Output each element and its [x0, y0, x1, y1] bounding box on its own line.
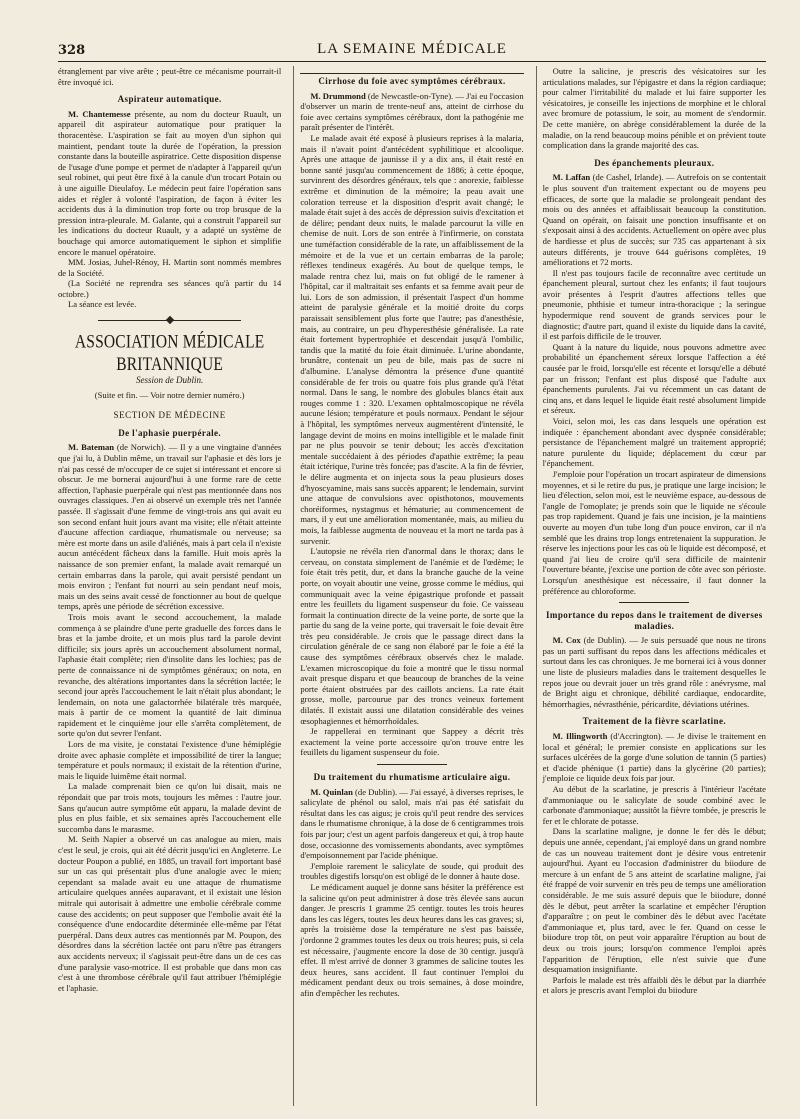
paragraph: (La Société ne reprendra ses séances qu'à partir du 14 octobre.) — [58, 278, 282, 299]
paragraph: M. Seith Napier a observé un cas analogue au mien, mais c'est le seul, je crois, qui ait été décrit jusqu'ici en Angleterre. Le docteur Poupon a publié, en 1885, un travail fort important basé sur un cas qui présentait plus d'une analogie avec le mien; cependant sa malade avait eu une attaque de rhumatisme articulaire quelques années auparavant, et il existait une lésion mitrale qui autorisait à admettre une embolie cérébrale comme cause des accidents; on peut supposer que l'embolie avait été la conséquence d'une endocardite déterminée elle-même par l'état puerpéral. Dans deux autres cas mentionnés par M. Poupon, des désordres dans la sécrétion lactée ont paru n'être pas étrangers aux accidents nerveux; il s'agissait peut-être dans un de ces cas d'une paralysie vaso-motrice. Il est probable que dans mon cas c'est à une thrombose cérébrale qu'il faut attribuer l'hémiplégie et l'aphasie. — [58, 834, 282, 993]
section-title-scarlatine: Traitement de la fièvre scarlatine. — [582, 716, 726, 727]
speaker-text: (de Norwich). — Il y a une vingtaine d'années que j'ai lu, à Dublin même, un travail sur l'aphasie et dès lors je n'ai pas cessé de m'occuper de ce sujet si intéressant et encore si obscur. Je me bornerai aujourd'hui à une forme rare de cette affection, l'aphasie puerpérale qui n'est pas mentionnée dans nos ouvrages classiques. J'en ai observé un exemple très net l'année passée. Il s'agissait d'une femme de vingt-trois ans qui avait eu son second enfant huit jours avant ma visite; elle n'était atteinte d'aucune affection cardiaque, rhumatismale ou nerveuse; sa mère est morte dans un asile d'aliénés, mais à part cela il n'existe aucun antécédent fâcheux dans la famille. Huit mois après la naissance de son premier enfant, la malade avait remarqué un certain embarras dans la parole, qui avait persisté pendant un mois environ ; l'enfant fut nourri au sein pendant neuf mois, mais un des seins avait cessé de fonctionner au bout de quelque temps, après une période de sécrétion excessive. — [58, 442, 282, 612]
speaker-text: présente, au nom du docteur Ruault, un appareil dit aspirateur automatique pour pratiquer la thoracentèse. L'aspiration se fait au moyen d'un siphon qui maintient, pendant toute la durée de l'opération, la pression constante dans la bouteille aspiratrice. Cette disposition dispense de l'usage d'une pompe et permet de n'adapter à l'appareil qu'un seul robinet, qui peut être fixé à la canule d'un trocart Potain ou à une aiguille Dieulafoy. Le médecin peut faire l'opération sans aides et régler à volonté l'aspiration, de façon à éviter les accidents dus à la diminution trop forte ou trop brusque de la pression intra-pleurale. M. Galante, qui a construit l'appareil sur les indications du docteur Ruault, y a adapté un système de bouchage qui amorce automatiquement le siphon et simplifie encore le manuel opératoire. — [58, 108, 282, 257]
speaker-name: M. Illingworth — [552, 731, 608, 742]
section-title-repos: Importance du repos dans le traitement de diverses maladies. — [546, 610, 763, 631]
section-heading: SECTION DE MÉDECINE — [113, 410, 226, 421]
section-title-aspirateur: Aspirateur automatique. — [117, 94, 222, 105]
page-header — [58, 36, 766, 62]
paragraph: Il n'est pas toujours facile de reconnaître avec certitude un épanchement pleural, surtout chez les enfants; il faut toujours avoir présentes à l'esprit d'autres affections telles que pneumonie, phthisie et tumeur intra-thoracique ; la seringue hypodermique rend souvent de grands services pour le diagnostic; d'autre part, quand il existe du liquide dans la cavité, il est parfois difficile de le trouver. — [542, 267, 766, 342]
divider — [377, 764, 447, 765]
association-title: ASSOCIATION MÉDICALE BRITANNIQUE — [74, 331, 265, 375]
paragraph: Je rappellerai en terminant que Sappey a décrit très exactement la veine porte accessoire qu'on trouve entre les feuillets du ligament suspenseur du foie. — [300, 726, 524, 758]
paragraph: J'emploie pour l'opération un trocart aspirateur de dimensions moyennes, et si le retire du pus, je pratique une large incision; le lieu d'élection, selon moi, est le neuvième espace, au-dessous de l'angle de l'omoplate; je prends soin que le liquide ne s'écoule pas trop rapidement. Quand je fais une incision, je la maintiens ouverte au moyen d'un tube long d'un pouce environ, car il n'a semblé que les drains trop longs entretenaient la suppuration. Je réserve les injections pour les cas où le liquide est décomposé, et quand j'ai lieu de croire qu'il sera difficile de maintenir l'ouverture béante, j'excise une portion de côte avec son périoste. Lorsqu'un anesthésique est nécessaire, il faut donner la préférence au chloroforme. — [542, 468, 766, 596]
journal-title: LA SEMAINE MÉDICALE — [317, 41, 507, 57]
paragraph: Lors de ma visite, je constatai l'existence d'une hémiplégie droite avec aphasie complète et impossibilité de tirer la langue; température et pouls normaux; il existait de la rétention d'urine, mais le liquide luimême était normal. — [58, 739, 282, 781]
paragraph: Quant à la nature du liquide, nous pouvons admettre avec probabilité un épanchement séreux lorsque l'affection a été causée par le froid, lorsqu'elle est récente et lorsqu'elle a débuté par un frisson; l'enfant est plus disposé que l'adulte aux épanchements purulents. J'ai vu récemment un cas datant de cinq ans, et dans lequel le liquide était resté absolument limpide et séreux. — [542, 341, 766, 416]
paragraph: Le médicament auquel je donne sans hésiter la préférence est la salicine qu'on peut administrer à dose très élevée sans aucun danger. Je prescris 1 gramme 25 centigr. toutes les trois heures dans les cas légers, toutes les deux heures dans les cas graves; si, après la troisième dose la température ne s'est pas baissée, j'ordonne 2 grammes toutes les deux ou trois heures; puis, si cela est nécessaire, j'augmente encore la dose de 30 centigr. jusqu'à effet. Il m'est arrivé de donner 3 grammes de salicine toutes les deux heures, sans accident. Il faut continuer l'emploi du médicament pendant deux ou trois semaines, à dose moindre, afin d'empêcher les rechutes. — [300, 881, 524, 998]
ornament-rule — [98, 320, 241, 321]
page-number: 328 — [58, 43, 86, 58]
paragraph-laffan — [543, 172, 766, 267]
paragraph: Au début de la scarlatine, je prescris à l'intérieur l'acétate d'ammoniaque ou le salicylate de soude combiné avec le carbonate d'ammoniaque; aussitôt la fièvre tombée, je prescris le fer et le chlorate de potasse. — [542, 784, 766, 826]
paragraph-drummond — [300, 91, 523, 133]
paragraph: étranglement par vive arête ; peut-être ce mécanisme pourrait-il être invoqué ici. — [58, 66, 282, 87]
paragraph: Dans la scarlatine maligne, je donne le fer dès le début; depuis une année, cependant, j'ai employé dans un grand nombre de cas un nouveau traitement dont je désire vous entretenir aujourd'hui. Ayant eu l'occasion d'administrer du biiodure de mercure à un enfant de 5 ans atteint de scarlatine maligne, j'ai été frappé de voir survenir en très peu de temps une amélioration considérable. Je me suis assuré depuis que le biiodure, donné dès le début, peut arrêter la scarlatine et empêcher l'éruption d'apparaître ; on peut le combiner dès le début avec l'acétate d'ammoniaque et, plus tard, avec le fer. Quand on cesse le biiodure trop tôt, on peut voir apparaître l'éruption au bout de deux ou trois jours; lorsqu'on commence l'emploi après l'apparition de l'éruption, elle n'est suivie que d'une desquamation insignifiante. — [542, 826, 766, 975]
text-columns — [58, 66, 766, 1106]
column-3 — [536, 66, 766, 1106]
session-subtitle: Session de Dublin. — [136, 375, 204, 386]
paragraph: Le malade avait été exposé à plusieurs reprises à la malaria, mais il n'avait point d'antécédent syphilitique et alcoolique. Après une attaque de jaunisse il y a dix ans, il était resté en bonne santé jusqu'au commencement de 1886; à cette époque, survinrent des désordres généraux, tels que : anorexie, faiblesse extrême et diminution de la mémoire; la peau avait une coloration terreuse et la disposition d'esprit avait changé; le malade était sujet à des accès de dépression suivis d'excitation et de délire; pendant deux nuits, le malade parcourut la ville en chemise de nuit. Lors de son entrée à l'infirmerie, on constata une tuméfaction considérable de la rate, un affaiblissement de la mémoire et de la vue et un certain embarras de la parole; réflexes tendineux exagérés. Au bout de quelque temps, le malade rentra chez lui, mais on fut obligé de le ramener à l'hôpital, car il maltraitait ses enfants et sa femme avait peur de lui. Lors de son admission, il présentait l'aspect d'un homme atteint de paralysie générale et la moitié droite du corps paraissait sensiblement plus forte que l'autre; pas d'anesthésie, mais, au contraire, un peu d'hyperesthésie généralisée. La rate était fortement hypertrophiée et descendait jusqu'à l'ombilic, tandis que la matité du foie était diminuée. L'urine abondante, brunâtre, contenait un peu de bile, mais pas de sucre ni d'albumine. L'analyse démontra la présence d'une quantité considérable de fer trois ou quatre fois plus grande qu'à l'état normal. Dans le sang, le nombre des globules blancs était aux rouges comme 1 : 320. L'examen ophtalmoscopique ne révéla aucune lésion; température et pouls normaux. Pendant le séjour à l'hôpital, les symptômes nerveux augmentèrent d'intensité, le langage devint de moins en moins intelligible et le malade finit par ne plus pouvoir se tenir debout; les accès d'excitation mentale succédaient à des périodes d'apathie extrême; la peau était ictérique, l'urine très foncée; pas d'ascite. A la fin de février, le délire augmenta et on injecta sous la peau plusieurs doses d'hyoscyamine, mais sans succès apparent; le lendemain, survint une attaque de convulsions avec opisthotonos, mouvements choréiformes, nystagmus et hématurie; au commencement de mars, il y eut une amélioration momentanée, mais, au milieu du mois, la faiblesse augmenta de nouveau et la mort ne tarda pas à survenir. — [300, 132, 524, 546]
section-title-aphasie: De l'aphasie puerpérale. — [118, 427, 222, 438]
paragraph-bateman — [58, 442, 281, 612]
column-2 — [293, 66, 523, 1106]
paragraph: Trois mois avant le second accouchement, la malade commença à se plaindre d'une perte graduelle des forces dans le bras et la jambe droite, et un mois plus tard la parole devint difficile; six jours après un accouchement absolument normal, l'aphasie était complète; rien d'insolite dans les lochies; pas de perte de connaissance ni de symptômes généraux; on nota, en revanche, des altérations importantes dans la sécrétion lactée; le second jour après l'accouchement le lait n'était plus abondant; le lendemain, on nota une galactorrhée bilatérale très marquée, mais à partir de ce moment la quantité de lait diminua rapidement et le cinquième jour elle s'arrêta complètement, de sorte qu'on dut sevrer l'enfant. — [58, 611, 282, 739]
paragraph-quinlan — [300, 787, 523, 861]
paragraph: MM. Josias, Juhel-Rénoy, H. Martin sont nommés membres de la Société. — [58, 257, 282, 278]
paragraph-cox — [543, 635, 766, 709]
speaker-text: (de Dublin). — J'ai essayé, à diverses reprises, le salicylate de phénol ou salol, mais n'ai pas été satisfait du résultat dans les cas aigus; je crois qu'il peut rendre des services dans le rhumatisme chronique, à la dose de 6 centigrammes trois fois par jour; c'est un agent parfois dangereux et qui, à trop haute dose, occasionne des vomissements abondants, avec symptômes d'empoisonnement par l'acide phénique. — [300, 786, 524, 861]
paragraph-chantemesse — [58, 109, 281, 257]
paragraph: La séance est levée. — [68, 299, 137, 310]
paragraph: Parfois le malade est très affaibli dès le début par la diarrhée et alors je prescris avant l'emploi du biiodure — [542, 974, 766, 996]
section-title-rhumatisme: Du traitement du rhumatisme articulaire aigu. — [313, 772, 511, 782]
paragraph: Outre la salicine, je prescris des vésicatoires sur les articulations malades, sur l'épigastre et dans la région cardiaque; pour calmer l'irritabilité du malade et lui faire supporter les vésicatoires, je conseille les injections de morphine et le chloral avec bromure de potassium, le soir, au moment de s'endormir. De cette manière, on abrège considérablement la durée de la maladie, on la rend beaucoup moins pénible et on prévient toute complication dans la grande majorité des cas. — [542, 66, 766, 151]
speaker-text: (de Newcastle-on-Tyne). — J'ai eu l'occasion d'observer un marin de trente-neuf ans, atteint de cirrhose du foie avec certains symptômes cérébraux, dont la pathogénie me paraît présenter de l'intérêt. — [300, 90, 524, 133]
section-title-cirrhose: Cirrhose du foie avec symptômes cérébraux. — [300, 73, 523, 87]
paragraph-illingworth — [543, 731, 766, 784]
speaker-text: (de Dublin). — Je suis persuadé que nous ne tirons pas un parti suffisant du repos dans les affections médicales et surtout dans les cas chroniques. Je me bornerai ici à vous donner une liste de plusieurs maladies dans le traitement desquelles le repos joue ou devrait jouer un très grand rôle : anévrysme, mal de Bright aigu et chronique, débilité cardiaque, endocardite, hémorrhagies, névrasthénie, péricardite, déviations utérines. — [542, 635, 766, 709]
divider — [619, 602, 689, 603]
column-1 — [58, 66, 281, 1106]
speaker-name: M. Drummond — [310, 90, 366, 101]
paragraph: Voici, selon moi, les cas dans lesquels une opération est indiquée : épanchement abondant avec dyspnée considérable; persistance de l'épanchement malgré un traitement approprié; nature purulente du liquide; déplacement du cœur par l'épanchement. — [542, 416, 766, 469]
speaker-name: M. Cox — [552, 635, 581, 646]
speaker-name: M. Laffan — [552, 172, 591, 183]
speaker-name: M. Quinlan — [310, 786, 353, 797]
paragraph: L'autopsie ne révéla rien d'anormal dans le thorax; dans le cerveau, on constata simplement de l'anémie et de l'œdème; le foie était très petit, dur, et dans la branche gauche de la veine porte, on voyait aboutir une veine, grosse comme le médius, qui communiquait avec la veine épigastrique profonde et passait entre les feuillets du ligament suspenseur du foie. Ce vaisseau formait la continuation directe de la veine porte, de sorte que la partie du sang de la veine porte, qui traversait le foie devait être très peu considérable. Je crois que le passage direct dans la circulation générale de ce sang non élaboré par le foie a été la cause des symptômes cérébraux observés chez le malade. L'examen microscopique du foie a montré que le tissu normal avait presque disparu et que beaucoup de branches de la veine porte étaient obstruées par des caillots anciens. La rate était grosse, molle, parcourue par des troncs veineux fortement dilatés. Il existait aussi une dilatation considérable des veines œsophagiennes et hémorrhoïdales. — [300, 546, 524, 726]
speaker-name: M. Bateman — [68, 442, 115, 453]
paragraph: J'emploie rarement le salicylate de soude, qui produit des troubles digestifs lorsqu'on est obligé de le donner à haute dose. — [300, 860, 524, 882]
speaker-text: (d'Accrington). — Je divise le traitement en local et général; le premier consiste en applications sur les surfaces ulcérées de la gorge d'une solution de tannin (5 parties) et d'acide phénique (1 partie) dans la glycérine (20 parties); j'emploie ce liquide deux fois par jour. — [542, 731, 766, 784]
suite-note: (Suite et fin. — Voir notre dernier numéro.) — [94, 389, 245, 400]
section-title-epanchements: Des épanchements pleuraux. — [594, 157, 715, 168]
speaker-name: M. Chantemesse — [68, 108, 131, 119]
paragraph: La malade comprenait bien ce qu'on lui disait, mais ne répondait que par trois mots, toujours les mêmes : l'autre jour. Sans qu'aucun autre symptôme eût apparu, la malade devint de plus en plus faible, et six semaines après l'accouchement elle succomba dans le marasme. — [58, 781, 282, 834]
diamond-ornament — [165, 316, 173, 324]
speaker-text: (de Cashel, Irlande). — Autrefois on se contentait le plus souvent d'un traitement expectant ou de moyens peu efficaces, de sorte que la maladie se prolongeait pendant des mois ou des années et affaiblissait beaucoup la constitution. Quand on opérait, on faisait une ponction insuffisante et on s'exposait ainsi à des accidents. Actuellement on opère avec plus de hardiesse et plus de succès; sur 735 cas appartenant à six auteurs différents, je trouve 644 guérisons complètes, 19 améliorations et 72 morts. — [542, 172, 766, 268]
